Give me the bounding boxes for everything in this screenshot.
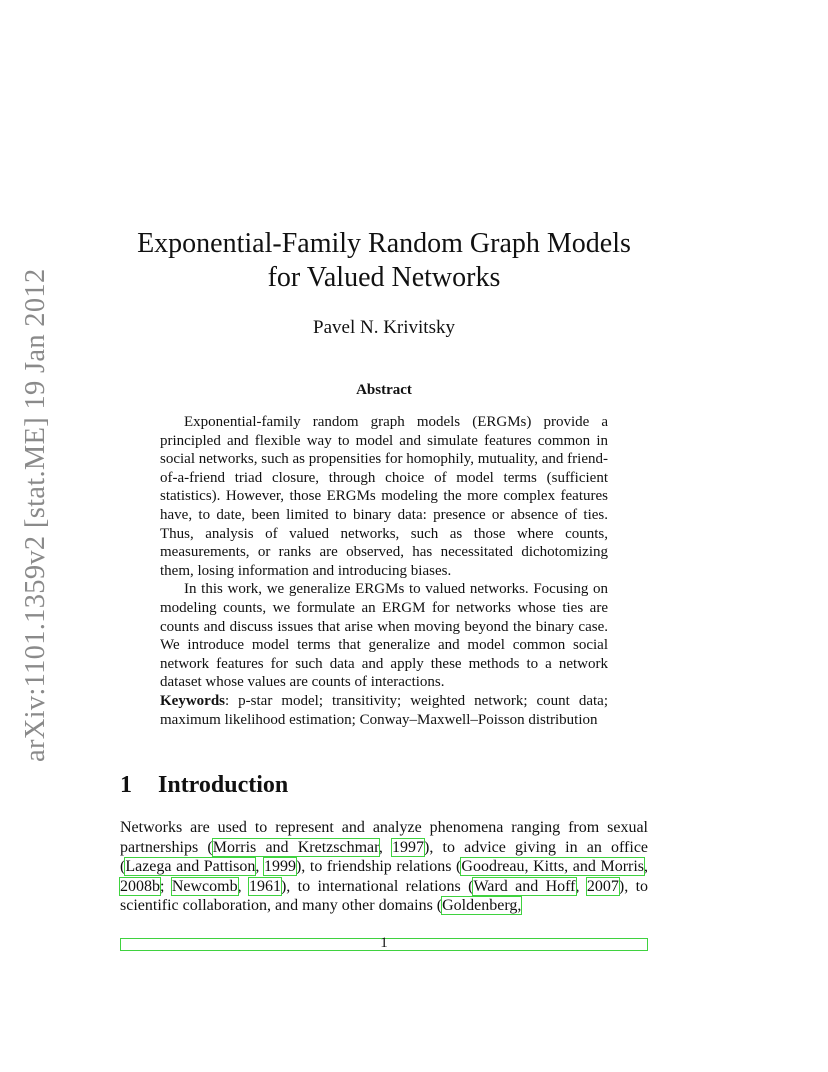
intro-text: Networks are used to represent and analyze phenomena ranging from sexual partnerships ( [120, 819, 648, 856]
author-name: Pavel N. Krivitsky [313, 317, 455, 338]
title-line-1: Exponential-Family Random Graph Models [137, 228, 631, 259]
arxiv-stamp: arXiv:1101.1359v2 [stat.ME] 19 Jan 2012 [20, 268, 51, 762]
abstract-body [160, 413, 608, 729]
citation-link[interactable]: Newcomb [171, 877, 238, 895]
citation-year-link[interactable]: 1961 [248, 877, 281, 895]
citation-link[interactable]: Lazega and Pattison [125, 858, 256, 876]
intro-text: ), to international relations ( [280, 877, 474, 895]
intro-text: , [255, 858, 264, 876]
keywords-text: : p-star model; transitivity; weighted network; count data; maximum likelihood estimation; Conway–Maxwell–Poisson distribution [160, 692, 608, 728]
intro-text: , [237, 877, 249, 895]
intro-text: ; [160, 877, 172, 895]
citation-year-link[interactable]: 2008b [120, 877, 160, 895]
keywords [160, 692, 608, 729]
page-number: 1 [380, 935, 388, 951]
citation-link[interactable]: Goldenberg, [442, 897, 522, 915]
keywords-label: Keywords [160, 692, 225, 709]
intro-text: , [378, 838, 393, 856]
intro-text: ), to advice giving in an office ( [120, 838, 649, 876]
citation-link[interactable]: Goodreau, Kitts, and Morris [461, 858, 645, 876]
intro-text: , [644, 858, 649, 876]
citation-link[interactable]: Ward and Hoff [473, 877, 576, 895]
paper-title [120, 227, 648, 295]
section-heading [120, 772, 288, 799]
citation-year-link[interactable]: 1999 [263, 858, 296, 876]
citation-year-link[interactable]: 1997 [392, 838, 425, 856]
intro-text: , [575, 877, 587, 895]
section-title: Introduction [158, 772, 289, 798]
abstract-paragraph-1: Exponential-family random graph models (ERGMs) provide a principled and flexible way to model and simulate features common in social networks, such as propensities for homophily, mutuality, and friend-of-a-friend triad closure, through choice of model terms (sufficient statistics). However, those ERGMs modeling the more complex features have, to date, been limited to binary data: presence or absence of ties. Thus, analysis of valued networks, such as those where counts, measurements, or ranks are observed, has necessitated dichotomizing them, losing information and introducing biases. [160, 414, 608, 579]
abstract-heading: Abstract [356, 382, 412, 398]
abstract-paragraph-2: In this work, we generalize ERGMs to valued networks. Focusing on modeling counts, we formulate an ERGM for networks whose ties are counts and discuss issues that arise when moving beyond the binary case. We introduce model terms that generalize and model common social network features for such data and apply these methods to a network dataset whose values are counts of interactions. [160, 581, 608, 691]
intro-text: ), to scientific collaboration, and many other domains ( [120, 877, 649, 915]
intro-text: ), to friendship relations ( [295, 858, 462, 876]
intro-paragraph [120, 818, 648, 916]
title-line-2: for Valued Networks [267, 262, 501, 293]
citation-link[interactable]: Morris and Kretzschmar [212, 838, 379, 856]
section-number: 1 [120, 772, 132, 798]
citation-year-link[interactable]: 2007 [586, 877, 619, 895]
